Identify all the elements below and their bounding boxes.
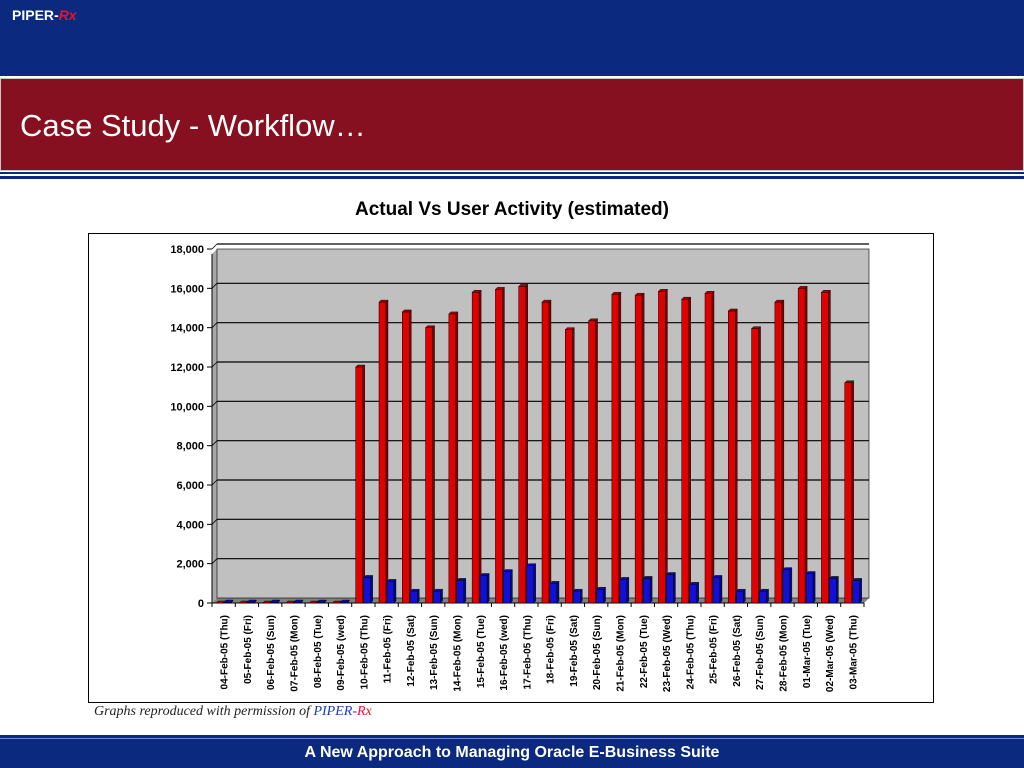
bar-user-side xyxy=(580,589,582,603)
bar-user xyxy=(573,591,580,603)
bar-user-side xyxy=(743,589,745,603)
x-tick-label: 06-Feb-05 (Sun) xyxy=(266,615,278,691)
bar-chart xyxy=(89,234,935,704)
bar-actual xyxy=(449,314,456,603)
x-tick-label: 20-Feb-05 (Sun) xyxy=(592,615,604,691)
y-tick-label: 14,000 xyxy=(170,322,204,335)
divider-thick xyxy=(0,176,1024,179)
y-tick-label: 18,000 xyxy=(170,244,204,256)
bar-user-side xyxy=(720,575,722,603)
bar-actual-side xyxy=(689,297,691,603)
bar-user-side xyxy=(813,572,815,604)
bar-user xyxy=(829,578,836,603)
bar-actual xyxy=(752,329,759,603)
chart-title: Actual Vs User Activity (estimated) xyxy=(355,199,669,220)
x-tick-label: 14-Feb-05 (Mon) xyxy=(452,615,464,692)
bar-user xyxy=(783,570,790,603)
bar-user-side xyxy=(510,570,512,603)
gridline-side xyxy=(212,244,217,249)
y-tick-label: 8,000 xyxy=(176,440,204,453)
bar-user xyxy=(806,574,813,604)
bar-user-side xyxy=(557,581,559,603)
bar-actual-side xyxy=(852,381,854,603)
bar-user xyxy=(480,575,487,603)
bar-actual xyxy=(845,383,852,603)
x-tick-label: 18-Feb-05 (Fri) xyxy=(545,615,557,684)
bar-user xyxy=(620,579,627,603)
footer-text: A New Approach to Managing Oracle E-Business Suite xyxy=(304,744,720,761)
x-tick-label: 09-Feb-05 (wed) xyxy=(336,615,348,691)
x-tick-label: 24-Feb-05 (Thu) xyxy=(685,615,697,690)
footer-divider xyxy=(0,738,1024,739)
caption-brand-prefix: PIPER- xyxy=(313,704,357,719)
bar-actual-side xyxy=(502,287,504,603)
bar-user-side xyxy=(604,587,606,603)
bar-user-side xyxy=(487,573,489,603)
bar-user-side xyxy=(534,564,536,603)
x-tick-label: 10-Feb-05 (Thu) xyxy=(359,615,371,690)
x-tick-label: 13-Feb-05 (Sun) xyxy=(429,615,441,691)
bar-actual-side xyxy=(596,319,598,603)
bar-actual xyxy=(635,295,642,603)
bar-user-side xyxy=(836,576,838,603)
bar-actual-side xyxy=(526,284,528,603)
bar-actual xyxy=(426,328,433,603)
bar-user xyxy=(527,566,534,603)
divider-thin xyxy=(0,172,1024,174)
bar-user xyxy=(410,591,417,603)
bar-actual-side xyxy=(735,309,737,603)
bar-actual xyxy=(705,293,712,603)
bar-actual-side xyxy=(642,293,644,603)
bar-user xyxy=(503,572,510,603)
x-tick-label: 17-Feb-05 (Thu) xyxy=(522,615,534,690)
y-tick-label: 4,000 xyxy=(176,519,204,532)
bar-actual xyxy=(589,321,596,603)
x-tick-label: 23-Feb-05 (Wed) xyxy=(662,615,674,693)
bar-actual xyxy=(612,294,619,603)
bar-user xyxy=(457,580,464,603)
bar-actual-side xyxy=(409,310,411,603)
bar-actual-side xyxy=(549,300,551,603)
bar-user-side xyxy=(627,577,629,603)
bar-actual xyxy=(821,292,828,603)
bar-user xyxy=(713,577,720,603)
bar-actual-side xyxy=(386,300,388,603)
bar-user-side xyxy=(417,589,419,603)
bar-actual xyxy=(728,311,735,603)
x-tick-label: 11-Feb-05 (Fri) xyxy=(382,615,394,684)
x-tick-label: 28-Feb-05 (Mon) xyxy=(778,615,790,692)
x-tick-label: 19-Feb-05 (Sat) xyxy=(568,615,580,687)
x-tick-label: 04-Feb-05 (Thu) xyxy=(219,615,231,690)
x-tick-label: 07-Feb-05 (Mon) xyxy=(289,615,301,692)
y-tick-label: 0 xyxy=(197,598,204,610)
bar-user xyxy=(387,581,394,603)
bar-user-side xyxy=(441,589,443,603)
bar-user-side xyxy=(673,572,675,603)
bar-actual-side xyxy=(782,300,784,603)
y-tick-label: 10,000 xyxy=(170,401,204,414)
bar-actual-side xyxy=(619,292,621,603)
bar-actual-side xyxy=(712,291,714,603)
bar-actual-side xyxy=(433,326,435,603)
bar-actual xyxy=(542,302,549,603)
bar-actual xyxy=(356,367,363,603)
bar-user xyxy=(434,591,441,603)
x-tick-label: 16-Feb-05 (wed) xyxy=(499,615,511,691)
bar-user-side xyxy=(371,575,373,603)
bar-actual xyxy=(519,286,526,603)
bar-user xyxy=(643,578,650,603)
x-tick-label: 01-Mar-05 (Tue) xyxy=(801,615,813,689)
bar-actual xyxy=(798,288,805,603)
bar-user-side xyxy=(697,582,699,603)
bar-actual-side xyxy=(665,289,667,603)
x-tick-label: 05-Feb-05 (Fri) xyxy=(242,615,254,684)
bar-actual-side xyxy=(363,365,365,603)
bar-user xyxy=(853,580,860,603)
x-tick-label: 02-Mar-05 (Wed) xyxy=(825,615,837,693)
bar-user xyxy=(364,577,371,603)
bar-user-side xyxy=(394,579,396,603)
bar-actual xyxy=(565,330,572,603)
y-tick-label: 12,000 xyxy=(170,362,204,374)
bar-actual xyxy=(775,302,782,603)
brand-logo xyxy=(12,7,77,23)
bar-user xyxy=(550,583,557,603)
brand-prefix: PIPER- xyxy=(12,7,59,23)
header-band xyxy=(0,0,1024,76)
bar-user-side xyxy=(650,576,652,603)
chart-frame xyxy=(88,233,934,703)
bar-user-side xyxy=(464,578,466,603)
bar-actual-side xyxy=(828,290,830,603)
y-tick-label: 16,000 xyxy=(170,283,204,296)
bar-actual xyxy=(402,312,409,603)
bar-user xyxy=(690,584,697,603)
bar-user xyxy=(736,591,743,603)
x-tick-label: 08-Feb-05 (Tue) xyxy=(312,615,324,689)
y-tick-label: 6,000 xyxy=(176,480,204,492)
x-tick-label: 26-Feb-05 (Sat) xyxy=(731,615,743,687)
bar-actual xyxy=(682,299,689,603)
bar-user xyxy=(666,574,673,603)
bar-actual-side xyxy=(479,290,481,603)
bar-user-side xyxy=(860,578,862,603)
bar-actual xyxy=(658,291,665,603)
x-tick-label: 12-Feb-05 (Sat) xyxy=(405,615,417,687)
permission-caption xyxy=(94,704,372,720)
brand-suffix: Rx xyxy=(58,7,77,23)
chart-side-wall xyxy=(212,249,217,603)
x-tick-label: 25-Feb-05 (Fri) xyxy=(708,615,720,684)
bar-actual xyxy=(472,292,479,603)
bar-actual-side xyxy=(456,312,458,603)
page-title: Case Study - Workflow… xyxy=(20,108,366,143)
bar-user xyxy=(760,591,767,603)
x-tick-label: 21-Feb-05 (Mon) xyxy=(615,615,627,692)
bar-user-side xyxy=(767,589,769,603)
caption-text: Graphs reproduced with permission of xyxy=(94,704,314,719)
y-tick-label: 2,000 xyxy=(176,558,204,571)
x-tick-label: 03-Mar-05 (Thu) xyxy=(848,615,860,690)
caption-brand-suffix: Rx xyxy=(357,704,372,719)
x-tick-label: 15-Feb-05 (Tue) xyxy=(475,615,487,689)
bar-actual xyxy=(379,302,386,603)
x-tick-label: 27-Feb-05 (Sun) xyxy=(755,615,767,691)
bar-user-side xyxy=(790,568,792,603)
x-tick-label: 22-Feb-05 (Tue) xyxy=(638,615,650,689)
bar-actual-side xyxy=(805,286,807,603)
bar-actual xyxy=(495,289,502,603)
bar-actual-side xyxy=(759,327,761,603)
bar-actual-side xyxy=(572,328,574,603)
bar-user xyxy=(597,589,604,603)
